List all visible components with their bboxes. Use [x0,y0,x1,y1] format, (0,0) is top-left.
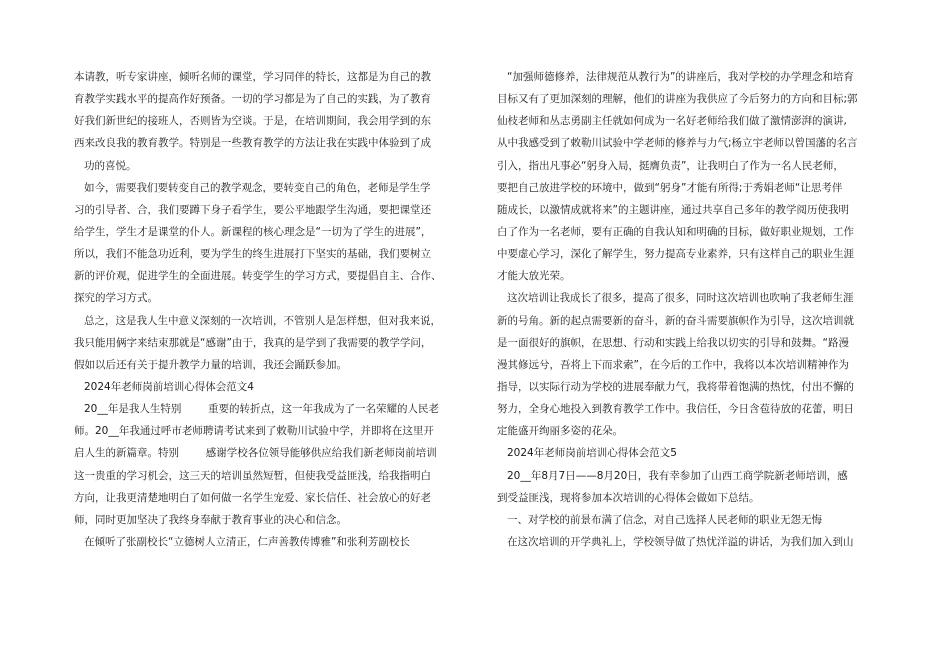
text-line: 育教学实践水平的提高作好预备。一切的学习都是为了自己的实践，为了教育 [74,93,431,106]
right-text-column [497,66,889,553]
text-line: 是一面很好的旗帜，在思想、行动和实践上给我以切实的引导和鼓舞。“路漫 [497,336,849,349]
text-line: 探究的学习方式。 [74,292,158,305]
text-line: 新的评价观，促进学生的全面进展。转变学生的学习方式，要提倡自主、合作、 [74,270,442,283]
text-line: 2024年老师岗前培训心得体会范文5 [507,447,677,460]
text-line: 给学生，学生才是课堂的仆人。新课程的核心理念是“一切为了学生的进展”， [74,225,432,238]
text-line: 这一贵重的学习机会，这三天的培训虽然短暂，但使我受益匪浅，给我指明白 [74,469,431,482]
text-line: “加强师德修养，法律规范从教行为”的讲座后，我对学校的办学理念和培育 [507,71,854,83]
text-line: 方向，让我更清楚地明白了如何做一名学生宠爱、家长信任、社会放心的好老 [74,491,431,504]
text-line: 2024年老师岗前培训心得体会范文4 [84,380,254,393]
text-line: 目标又有了更加深刻的理解，他们的讲座为我供应了今后努力的方向和目标;郭 [497,93,858,106]
text-line: 在这次培训的开学典礼上，学校领导做了热忧洋溢的讲话，为我们加入到山 [507,535,854,548]
text-line: 从中我感受到了敕勒川试验中学老师的修养与力气;杨立宇老师以曾国藩的名言 [497,137,858,150]
text-line: 这次培训让我成长了很多，提高了很多，同时这次培训也吹响了我老师生涯 [507,292,854,305]
text-line: 本请教，听专家讲座，倾听名师的课堂，学习同伴的特长，这都是为自己的教 [74,71,431,83]
text-line: 20__年是我人生特别 重要的转折点，这一年我成为了一名荣耀的人民老 [84,403,440,416]
text-line: 假如以后还有关于提升教学力量的培训，我还会踊跃参加。 [74,358,347,371]
text-line: 所以，我们不能急功近利，要为学生的终生进展打下坚实的基础，我们要树立 [74,248,431,261]
text-line: 随成长，以激情成就将来”的主题讲座，通过共享自己多年的教学阅历使我明 [497,203,849,216]
text-line: 师。20__年我通过呼市老师聘请考试来到了敕勒川试验中学，并即将在这里开 [74,425,434,438]
text-line: 新的号角。新的起点需要新的奋斗，新的奋斗需要旗帜作为引导，这次培训就 [497,314,854,327]
text-line: 仙枝老师和丛志勇副主任就如何成为一名好老师给我们做了激情澎湃的演讲, [497,115,847,128]
text-line: 好我们新世纪的接班人，否则皆为空谈。于是，在培训期间，我会用学到的东 [74,115,431,128]
text-line: 我只能用俩字来结束那就是“感谢”由于，我真的是学到了我需要的教学学问， [74,336,432,349]
text-line: 漫其修远兮，吾将上下而求索”，在今后的工作中，我将以本次培训精神作为 [497,358,849,371]
text-line: 20__年8月7日——8月20日，我有幸参加了山西工商学院新老师培训，感 [507,469,848,482]
text-line: 才能大放光荣。 [497,270,571,283]
text-line: 要把自己放进学校的环境中，做到“躬身”才能有所得;于秀娟老师“让思考伴 [497,181,843,194]
text-line: 功的喜悦。 [84,159,137,172]
text-line: 师，同时更加坚决了我终身奉献于教育事业的决心和信念。 [74,513,347,526]
text-line: 总之，这是我人生中意义深刻的一次培训，不管别人是怎样想，但对我来说， [84,314,441,327]
text-line: 指导，以实际行动为学校的进展奉献力气，我将带着饱满的热忱，付出不懈的 [497,380,854,393]
text-line: 启人生的新篇章。特别 感谢学校各位领导能够供应给我们新老师岗前培训 [74,447,437,460]
text-line: 中要虚心学习，深化了解学生，努力提高专业素养，只有这样自己的职业生涯 [497,248,854,261]
text-line: 习的引导者、合，我们要蹲下身子看学生，要公平地跟学生沟通，要把课堂还 [74,203,431,216]
text-line: 白了作为一名老师，要有正确的自我认知和明确的目标，做好职业规划，工作 [497,225,854,238]
text-line: 定能盛开绚丽多姿的花朵。 [497,425,623,438]
text-line: 一、对学校的前景布满了信念，对自己选择人民老师的职业无怨无悔 [507,513,822,526]
left-text-column [74,66,466,553]
text-line: 西来改良我的教育教学。特别是一些教育教学的方法让我在实践中体验到了成 [74,137,431,150]
text-line: 在倾听了张副校长“立德树人立清正，仁声善教传博雅”和张利芳副校长 [84,535,410,548]
text-line: 引入，指出凡事必“躬身入局，挺膺负责”，让我明白了作为一名人民老师， [497,159,844,172]
text-line: 努力，全身心地投入到教育教学工作中。我信任，今日含苞待放的花蕾，明日 [497,403,854,416]
text-line: 到受益匪浅，现将参加本次培训的心得体会做如下总结。 [497,491,760,504]
text-line: 如今，需要我们要转变自己的教学观念，要转变自己的角色，老师是学生学 [84,181,431,194]
